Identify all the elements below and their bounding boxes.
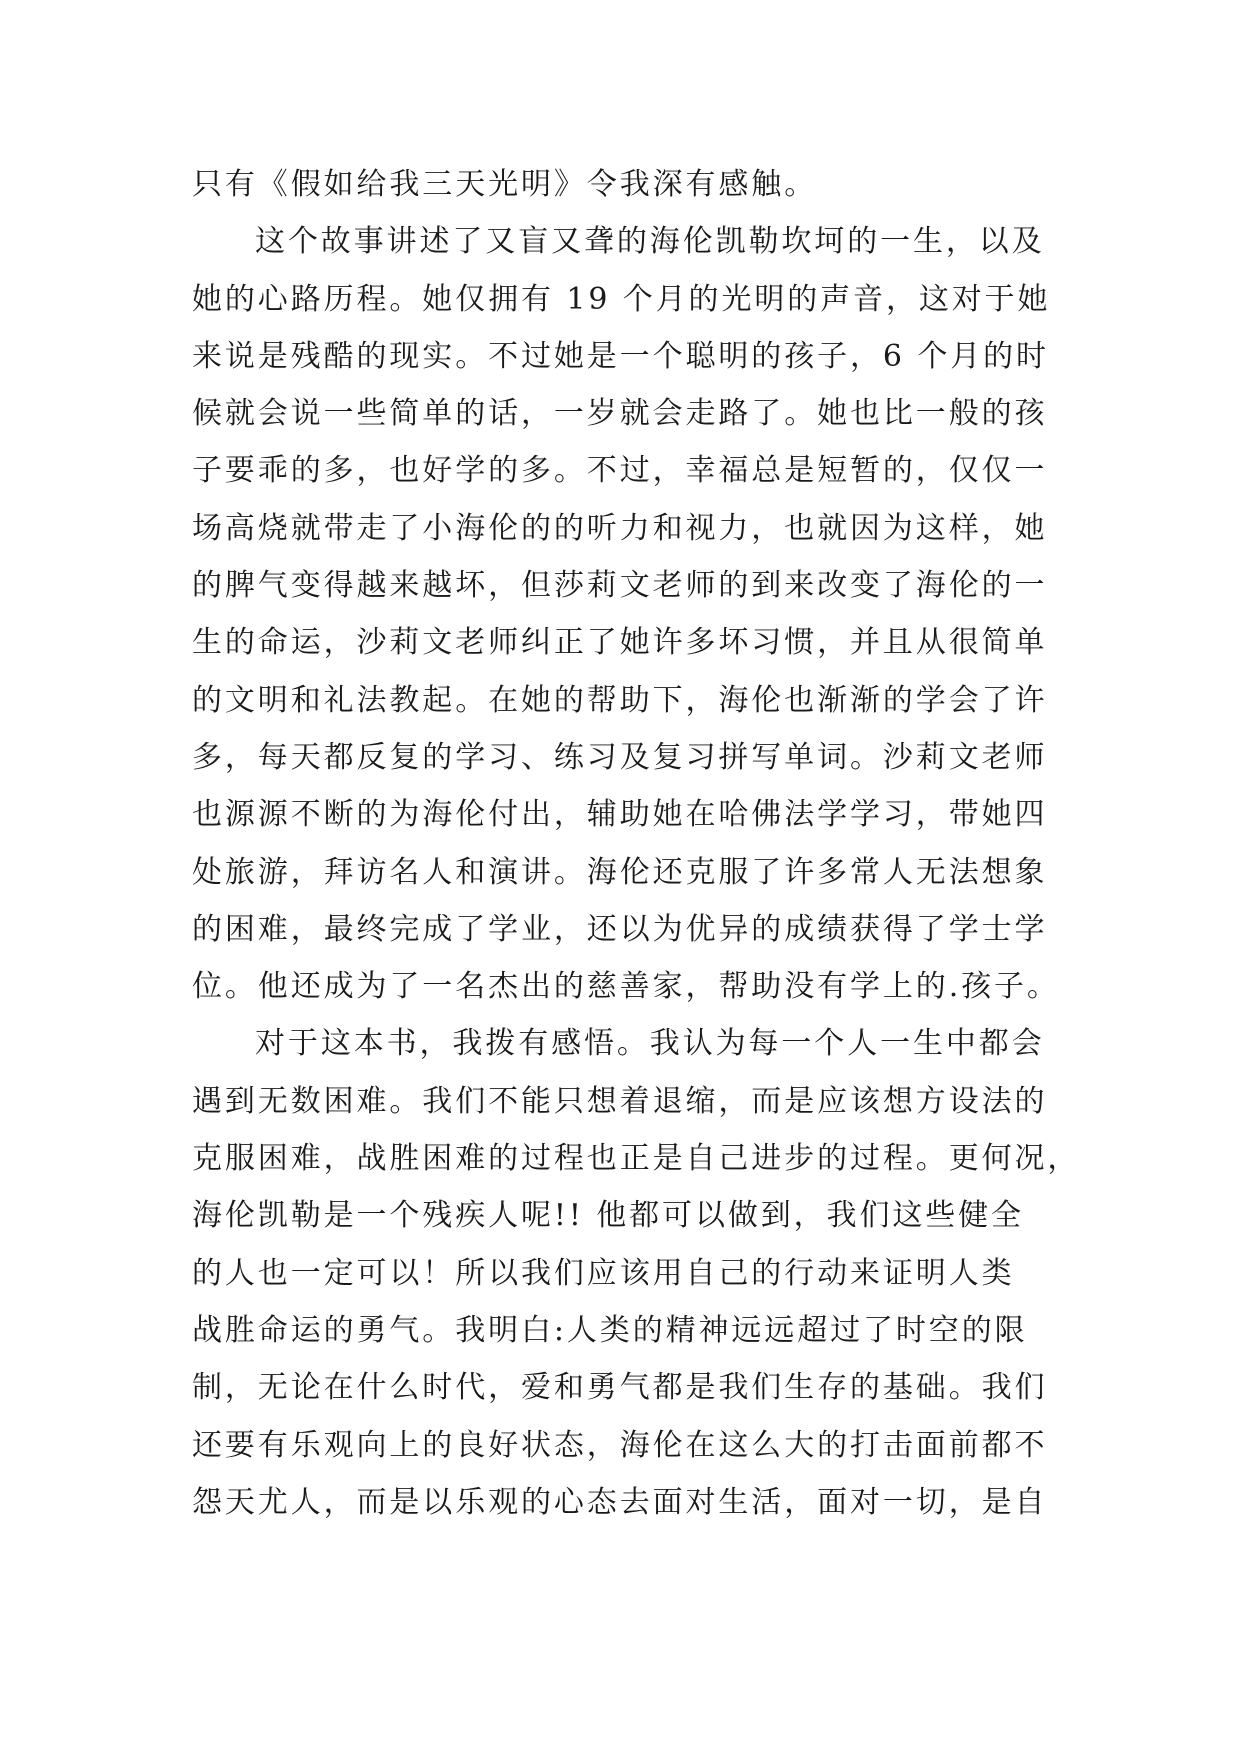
text-line: 位。他还成为了一名杰出的慈善家，帮助没有学上的.孩子。 bbox=[192, 969, 1060, 1005]
text-line: 生的命运，沙莉文老师纠正了她许多坏习惯，并且从很简单 bbox=[192, 625, 1048, 661]
text-line: 子要乖的多，也好学的多。不过，幸福总是短暂的，仅仅一 bbox=[192, 453, 1048, 489]
text-line: 还要有乐观向上的良好状态，海伦在这么大的打击面前都不 bbox=[192, 1427, 1048, 1463]
text-line: 克服困难，战胜困难的过程也正是自己进步的过程。更何况， bbox=[192, 1141, 1081, 1177]
text-line: 的文明和礼法教起。在她的帮助下，海伦也渐渐的学会了许 bbox=[192, 682, 1048, 718]
text-line: 也源源不断的为海伦付出，辅助她在哈佛法学学习，带她四 bbox=[192, 797, 1048, 833]
text-line: 海伦凯勒是一个残疾人呢!! 他都可以做到，我们这些健全 bbox=[192, 1198, 1024, 1234]
text-line: 处旅游，拜访名人和演讲。海伦还克服了许多常人无法想象 bbox=[192, 854, 1048, 890]
text-line: 的困难，最终完成了学业，还以为优异的成绩获得了学士学 bbox=[192, 911, 1048, 947]
text-line: 制，无论在什么时代，爱和勇气都是我们生存的基础。我们 bbox=[192, 1370, 1048, 1406]
text-line: 多，每天都反复的学习、练习及复习拼写单词。沙莉文老师 bbox=[192, 739, 1048, 775]
text-line: 只有《假如给我三天光明》令我深有感触。 bbox=[192, 167, 818, 202]
text-line: 的人也一定可以！所以我们应该用自己的行动来证明人类 bbox=[192, 1255, 1015, 1291]
text-line: 的脾气变得越来越坏，但莎莉文老师的到来改变了海伦的一 bbox=[192, 568, 1048, 604]
text-line: 怨天尤人，而是以乐观的心态去面对生活，面对一切，是自 bbox=[192, 1484, 1048, 1520]
text-line: 场高烧就带走了小海伦的的听力和视力，也就因为这样，她 bbox=[192, 510, 1048, 546]
text-line: 对于这本书，我拨有感悟。我认为每一个人一生中都会 bbox=[255, 1026, 1045, 1062]
text-line: 遇到无数困难。我们不能只想着退缩，而是应该想方设法的 bbox=[192, 1083, 1048, 1119]
text-line: 来说是残酷的现实。不过她是一个聪明的孩子，6 个月的时 bbox=[192, 338, 1049, 374]
text-line: 这个故事讲述了又盲又聋的海伦凯勒坎坷的一生，以及 bbox=[255, 224, 1045, 260]
text-line: 她的心路历程。她仅拥有 19 个月的光明的声音，这对于她 bbox=[192, 281, 1051, 317]
text-line: 战胜命运的勇气。我明白:人类的精神远远超过了时空的限 bbox=[192, 1312, 1028, 1348]
text-line: 候就会说一些简单的话，一岁就会走路了。她也比一般的孩 bbox=[192, 396, 1048, 432]
body-text bbox=[192, 156, 1081, 1531]
